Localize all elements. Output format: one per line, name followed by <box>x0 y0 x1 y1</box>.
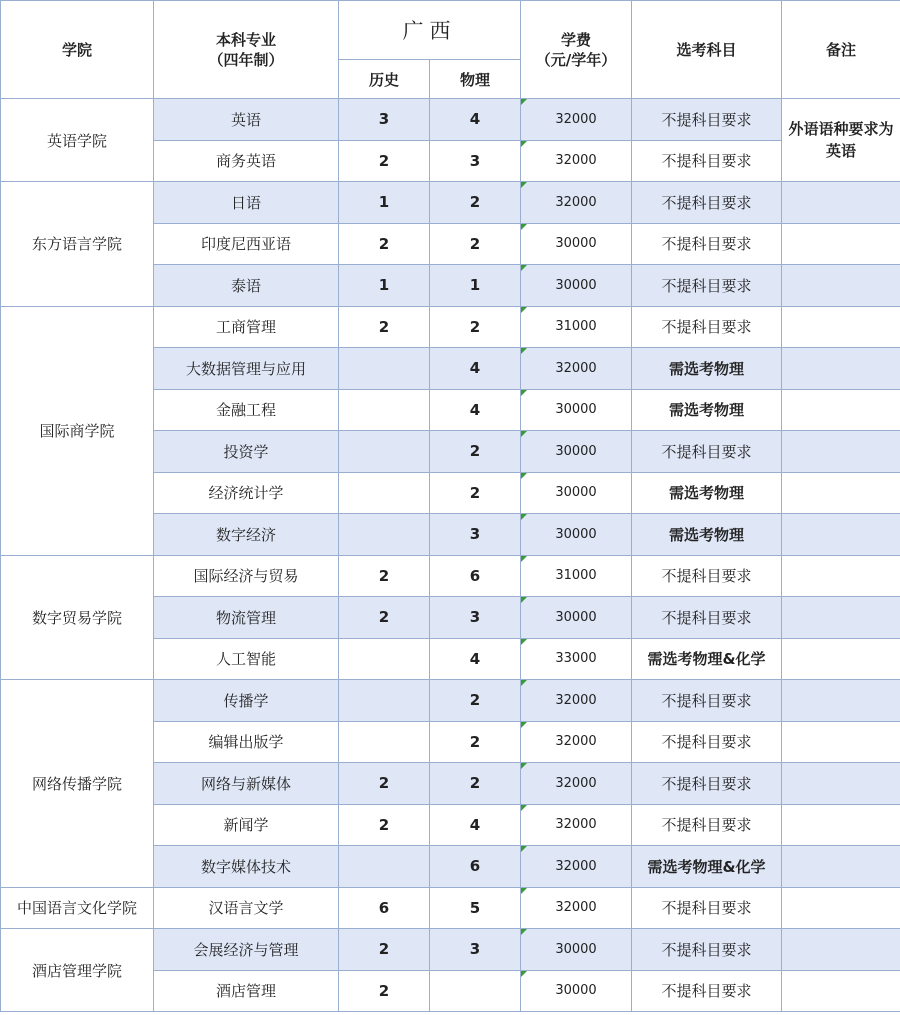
physics-score-cell: 2 <box>430 223 521 265</box>
header-college: 学院 <box>1 1 154 99</box>
table-row <box>1 929 900 971</box>
required-subjects-cell: 不提科目要求 <box>632 721 782 763</box>
history-score-cell <box>339 472 430 514</box>
note-cell <box>782 597 900 639</box>
note-cell <box>782 680 900 722</box>
major-cell: 投资学 <box>154 431 339 473</box>
table-header <box>1 1 900 99</box>
note-cell <box>782 804 900 846</box>
table-body <box>1 99 900 1012</box>
major-cell: 会展经济与管理 <box>154 929 339 971</box>
tuition-fee-cell: 30000 <box>521 389 632 431</box>
college-cell: 网络传播学院 <box>1 680 154 888</box>
tuition-fee-cell: 31000 <box>521 555 632 597</box>
history-score-cell: 6 <box>339 887 430 929</box>
history-score-cell <box>339 721 430 763</box>
physics-score-cell: 2 <box>430 182 521 224</box>
required-subjects-cell: 不提科目要求 <box>632 804 782 846</box>
header-note: 备注 <box>782 1 900 99</box>
table-row <box>1 887 900 929</box>
required-subjects-cell: 需选考物理 <box>632 348 782 390</box>
table-row <box>1 555 900 597</box>
physics-score-cell: 2 <box>430 472 521 514</box>
required-subjects-cell: 需选考物理&化学 <box>632 846 782 888</box>
required-subjects-cell: 需选考物理 <box>632 389 782 431</box>
physics-score-cell: 2 <box>430 431 521 473</box>
tuition-fee-cell: 32000 <box>521 140 632 182</box>
tuition-fee-cell: 30000 <box>521 597 632 639</box>
history-score-cell: 1 <box>339 182 430 224</box>
note-cell <box>782 472 900 514</box>
tuition-fee-cell: 32000 <box>521 348 632 390</box>
major-cell: 泰语 <box>154 265 339 307</box>
tuition-fee-cell: 30000 <box>521 514 632 556</box>
tuition-fee-cell: 32000 <box>521 804 632 846</box>
note-cell <box>782 514 900 556</box>
college-cell: 英语学院 <box>1 99 154 182</box>
major-cell: 数字经济 <box>154 514 339 556</box>
history-score-cell <box>339 846 430 888</box>
required-subjects-cell: 不提科目要求 <box>632 680 782 722</box>
history-score-cell <box>339 431 430 473</box>
tuition-fee-cell: 30000 <box>521 223 632 265</box>
note-cell <box>782 763 900 805</box>
table-row <box>1 680 900 722</box>
major-cell: 传播学 <box>154 680 339 722</box>
physics-score-cell <box>430 970 521 1012</box>
college-cell: 东方语言学院 <box>1 182 154 307</box>
physics-score-cell: 3 <box>430 514 521 556</box>
header-fee-line1: 学费 <box>560 30 591 49</box>
major-cell: 人工智能 <box>154 638 339 680</box>
major-cell: 经济统计学 <box>154 472 339 514</box>
physics-score-cell: 6 <box>430 555 521 597</box>
major-cell: 物流管理 <box>154 597 339 639</box>
tuition-fee-cell: 32000 <box>521 99 632 141</box>
history-score-cell: 2 <box>339 597 430 639</box>
major-cell: 酒店管理 <box>154 970 339 1012</box>
major-cell: 印度尼西亚语 <box>154 223 339 265</box>
major-cell: 日语 <box>154 182 339 224</box>
physics-score-cell: 4 <box>430 99 521 141</box>
tuition-fee-cell: 30000 <box>521 265 632 307</box>
history-score-cell: 2 <box>339 223 430 265</box>
required-subjects-cell: 不提科目要求 <box>632 555 782 597</box>
note-cell <box>782 265 900 307</box>
note-cell <box>782 846 900 888</box>
required-subjects-cell: 不提科目要求 <box>632 140 782 182</box>
major-cell: 大数据管理与应用 <box>154 348 339 390</box>
tuition-fee-cell: 32000 <box>521 887 632 929</box>
physics-score-cell: 6 <box>430 846 521 888</box>
major-cell: 编辑出版学 <box>154 721 339 763</box>
physics-score-cell: 4 <box>430 389 521 431</box>
required-subjects-cell: 不提科目要求 <box>632 265 782 307</box>
required-subjects-cell: 不提科目要求 <box>632 929 782 971</box>
major-cell: 英语 <box>154 99 339 141</box>
note-cell <box>782 389 900 431</box>
history-score-cell <box>339 638 430 680</box>
header-major-line2: （四年制） <box>208 50 284 69</box>
tuition-fee-cell: 32000 <box>521 721 632 763</box>
required-subjects-cell: 不提科目要求 <box>632 970 782 1012</box>
physics-score-cell: 3 <box>430 140 521 182</box>
physics-score-cell: 4 <box>430 348 521 390</box>
tuition-fee-cell: 30000 <box>521 472 632 514</box>
major-cell: 新闻学 <box>154 804 339 846</box>
note-cell <box>782 929 900 971</box>
header-subjects: 选考科目 <box>632 1 782 99</box>
required-subjects-cell: 需选考物理 <box>632 514 782 556</box>
history-score-cell: 3 <box>339 99 430 141</box>
physics-score-cell: 2 <box>430 763 521 805</box>
note-cell <box>782 223 900 265</box>
note-cell <box>782 638 900 680</box>
required-subjects-cell: 不提科目要求 <box>632 431 782 473</box>
header-physics: 物理 <box>430 60 521 99</box>
header-history: 历史 <box>339 60 430 99</box>
required-subjects-cell: 需选考物理&化学 <box>632 638 782 680</box>
required-subjects-cell: 不提科目要求 <box>632 763 782 805</box>
physics-score-cell: 3 <box>430 929 521 971</box>
note-cell <box>782 182 900 224</box>
required-subjects-cell: 需选考物理 <box>632 472 782 514</box>
physics-score-cell: 1 <box>430 265 521 307</box>
note-cell: 外语语种要求为英语 <box>782 99 900 182</box>
major-cell: 工商管理 <box>154 306 339 348</box>
physics-score-cell: 2 <box>430 680 521 722</box>
header-major <box>154 1 339 99</box>
note-cell <box>782 306 900 348</box>
physics-score-cell: 2 <box>430 721 521 763</box>
header-major-line1: 本科专业 <box>215 30 276 49</box>
college-cell: 国际商学院 <box>1 306 154 555</box>
tuition-fee-cell: 31000 <box>521 306 632 348</box>
table-row <box>1 306 900 348</box>
history-score-cell: 1 <box>339 265 430 307</box>
physics-score-cell: 5 <box>430 887 521 929</box>
table-row <box>1 182 900 224</box>
required-subjects-cell: 不提科目要求 <box>632 306 782 348</box>
major-cell: 数字媒体技术 <box>154 846 339 888</box>
college-cell: 数字贸易学院 <box>1 555 154 680</box>
college-cell: 中国语言文化学院 <box>1 887 154 929</box>
history-score-cell: 2 <box>339 306 430 348</box>
history-score-cell: 2 <box>339 804 430 846</box>
major-cell: 金融工程 <box>154 389 339 431</box>
tuition-fee-cell: 32000 <box>521 763 632 805</box>
required-subjects-cell: 不提科目要求 <box>632 887 782 929</box>
note-cell <box>782 970 900 1012</box>
history-score-cell: 2 <box>339 555 430 597</box>
required-subjects-cell: 不提科目要求 <box>632 223 782 265</box>
tuition-fee-cell: 32000 <box>521 182 632 224</box>
tuition-fee-cell: 32000 <box>521 846 632 888</box>
physics-score-cell: 4 <box>430 804 521 846</box>
required-subjects-cell: 不提科目要求 <box>632 99 782 141</box>
tuition-fee-cell: 30000 <box>521 970 632 1012</box>
history-score-cell: 2 <box>339 140 430 182</box>
note-cell <box>782 555 900 597</box>
note-cell <box>782 887 900 929</box>
tuition-fee-cell: 30000 <box>521 929 632 971</box>
note-cell <box>782 431 900 473</box>
major-cell: 网络与新媒体 <box>154 763 339 805</box>
table-row <box>1 99 900 141</box>
header-fee-line2: （元/学年） <box>535 50 617 69</box>
header-region: 广西 <box>339 1 521 60</box>
tuition-fee-cell: 30000 <box>521 431 632 473</box>
history-score-cell <box>339 514 430 556</box>
required-subjects-cell: 不提科目要求 <box>632 597 782 639</box>
physics-score-cell: 3 <box>430 597 521 639</box>
college-cell: 酒店管理学院 <box>1 929 154 1012</box>
major-cell: 汉语言文学 <box>154 887 339 929</box>
major-cell: 国际经济与贸易 <box>154 555 339 597</box>
history-score-cell <box>339 680 430 722</box>
required-subjects-cell: 不提科目要求 <box>632 182 782 224</box>
physics-score-cell: 2 <box>430 306 521 348</box>
tuition-fee-cell: 33000 <box>521 638 632 680</box>
major-cell: 商务英语 <box>154 140 339 182</box>
history-score-cell <box>339 389 430 431</box>
note-cell <box>782 721 900 763</box>
history-score-cell: 2 <box>339 763 430 805</box>
physics-score-cell: 4 <box>430 638 521 680</box>
history-score-cell: 2 <box>339 970 430 1012</box>
note-cell <box>782 348 900 390</box>
history-score-cell: 2 <box>339 929 430 971</box>
header-fee <box>521 1 632 99</box>
tuition-fee-cell: 32000 <box>521 680 632 722</box>
history-score-cell <box>339 348 430 390</box>
